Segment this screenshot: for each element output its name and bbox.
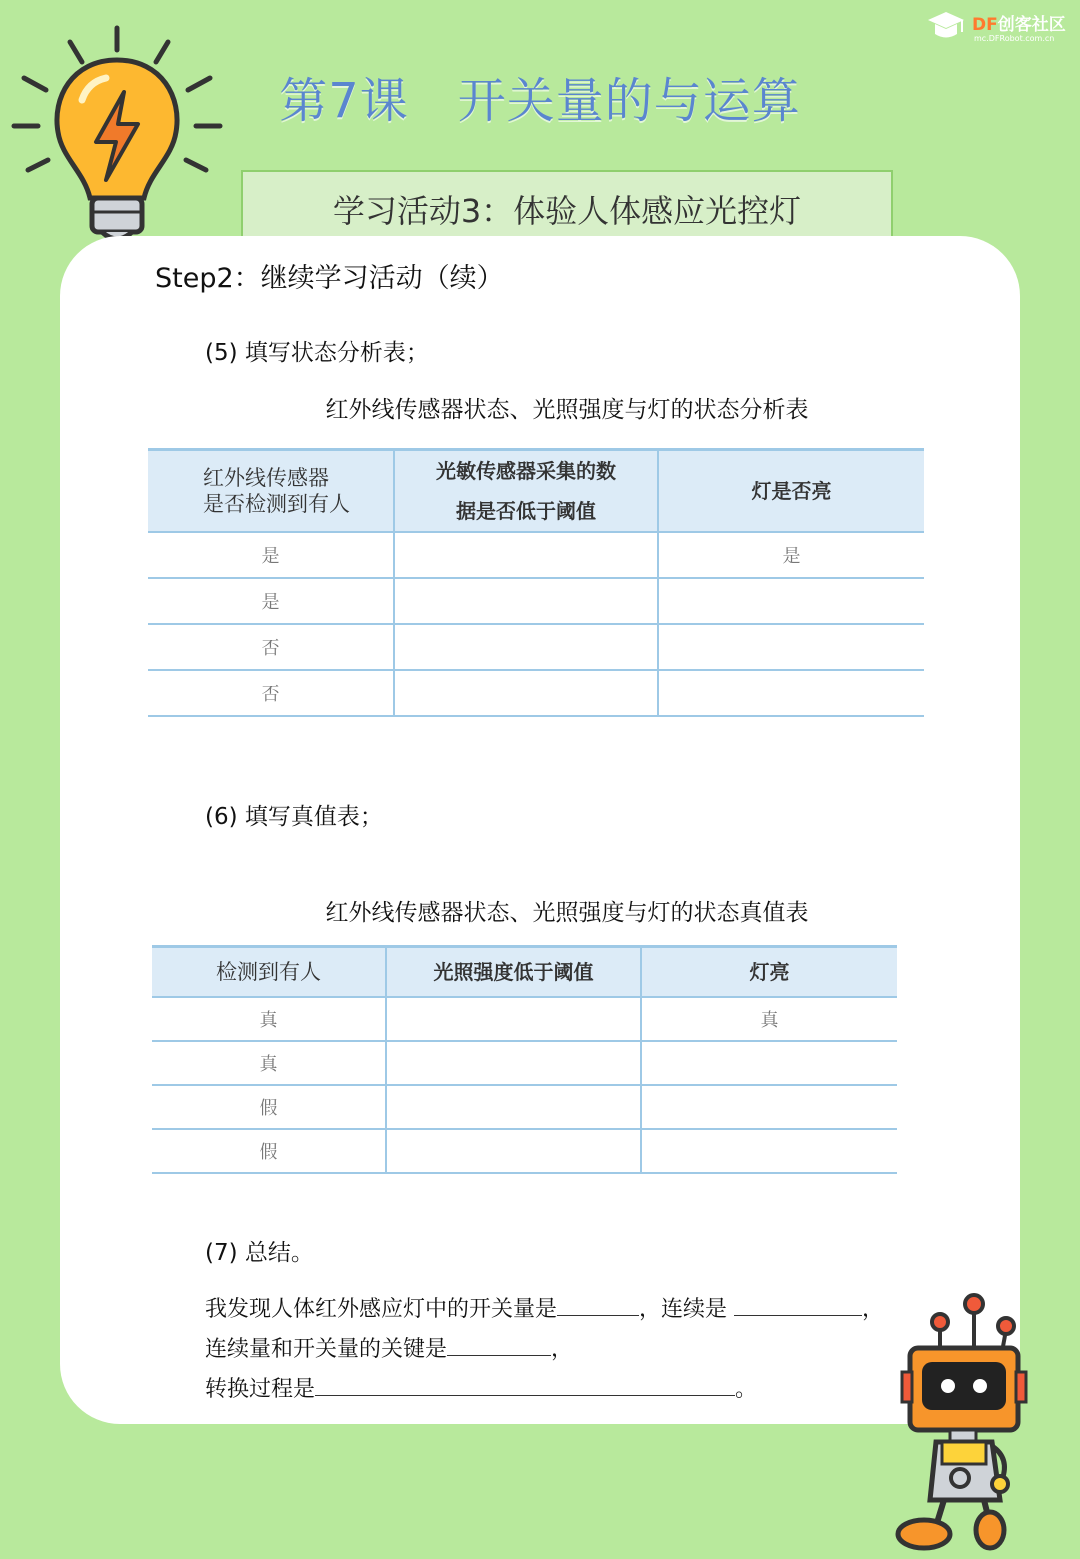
brand-url: mc.DFRobot.com.cn: [974, 34, 1055, 43]
state-analysis-table: [148, 448, 924, 717]
table-cell: 否: [148, 624, 394, 670]
table-row: [152, 1129, 897, 1173]
table-cell: 是: [658, 532, 924, 578]
q6-label: (6) 填写真值表；: [205, 804, 383, 830]
answer-cell[interactable]: [386, 1129, 641, 1173]
header-lamp-on: 灯亮: [641, 947, 897, 997]
lightbulb-icon: [10, 20, 225, 250]
table-cell: 是: [148, 532, 394, 578]
answer-cell[interactable]: [394, 624, 658, 670]
truth-table: [152, 945, 897, 1174]
answer-cell[interactable]: [658, 578, 924, 624]
brand-logo: [926, 6, 1076, 50]
table-cell: 假: [152, 1129, 386, 1173]
step-title: Step2：继续学习活动（续）: [155, 263, 504, 294]
table-row: [148, 532, 924, 578]
table-cell: 真: [152, 1041, 386, 1085]
q5-label: (5) 填写状态分析表；: [205, 340, 429, 366]
header-person-detected: 检测到有人: [152, 947, 386, 997]
table-row: [148, 670, 924, 716]
answer-cell[interactable]: [386, 997, 641, 1041]
summary-line-1: 我发现人体红外感应灯中的开关量是 ，连续是 ，: [205, 1292, 884, 1323]
blank-continuous-quantity[interactable]: [734, 1293, 862, 1316]
lesson-title: 第7课 开关量的与运算: [279, 73, 801, 129]
answer-cell[interactable]: [658, 670, 924, 716]
answer-cell[interactable]: [641, 1129, 897, 1173]
table-cell: 真: [641, 997, 897, 1041]
table-row: [152, 997, 897, 1041]
table-cell: 假: [152, 1085, 386, 1129]
header-light-below-threshold: 光敏传感器采集的数 据是否低于阈值: [394, 450, 658, 533]
table-cell: 真: [152, 997, 386, 1041]
answer-cell[interactable]: [394, 670, 658, 716]
summary-line-2: 连续量和开关量的关键是 ，: [205, 1332, 573, 1363]
table-cell: 是: [148, 578, 394, 624]
header-light-below-threshold: 光照强度低于阈值: [386, 947, 641, 997]
table-row: [152, 1085, 897, 1129]
answer-cell[interactable]: [658, 624, 924, 670]
q6-table-caption: 红外线传感器状态、光照强度与灯的状态真值表: [325, 900, 809, 926]
answer-cell[interactable]: [386, 1085, 641, 1129]
blank-key-relation[interactable]: [447, 1333, 551, 1356]
table-row: [148, 578, 924, 624]
header-infrared-detected: 红外线传感器 是否检测到有人: [148, 450, 394, 533]
table-cell: 否: [148, 670, 394, 716]
q5-table-caption: 红外线传感器状态、光照强度与灯的状态分析表: [325, 397, 809, 423]
answer-cell[interactable]: [394, 532, 658, 578]
summary-line-3: 转换过程是 。: [205, 1372, 757, 1403]
answer-cell[interactable]: [386, 1041, 641, 1085]
table-row: [152, 1041, 897, 1085]
table-row: [148, 624, 924, 670]
answer-cell[interactable]: [641, 1041, 897, 1085]
robot-mascot-icon: [888, 1290, 1028, 1552]
activity-title: 学习活动3：体验人体感应光控灯: [332, 192, 802, 230]
header-lamp-on: 灯是否亮: [658, 450, 924, 533]
brand-name: DF创客社区: [972, 15, 1066, 35]
mortarboard-icon: [926, 6, 966, 46]
activity-banner: [241, 170, 893, 240]
answer-cell[interactable]: [394, 578, 658, 624]
blank-conversion-process[interactable]: [315, 1373, 735, 1396]
answer-cell[interactable]: [641, 1085, 897, 1129]
blank-switch-quantity[interactable]: [557, 1293, 639, 1316]
q7-label: (7) 总结。: [205, 1240, 314, 1266]
